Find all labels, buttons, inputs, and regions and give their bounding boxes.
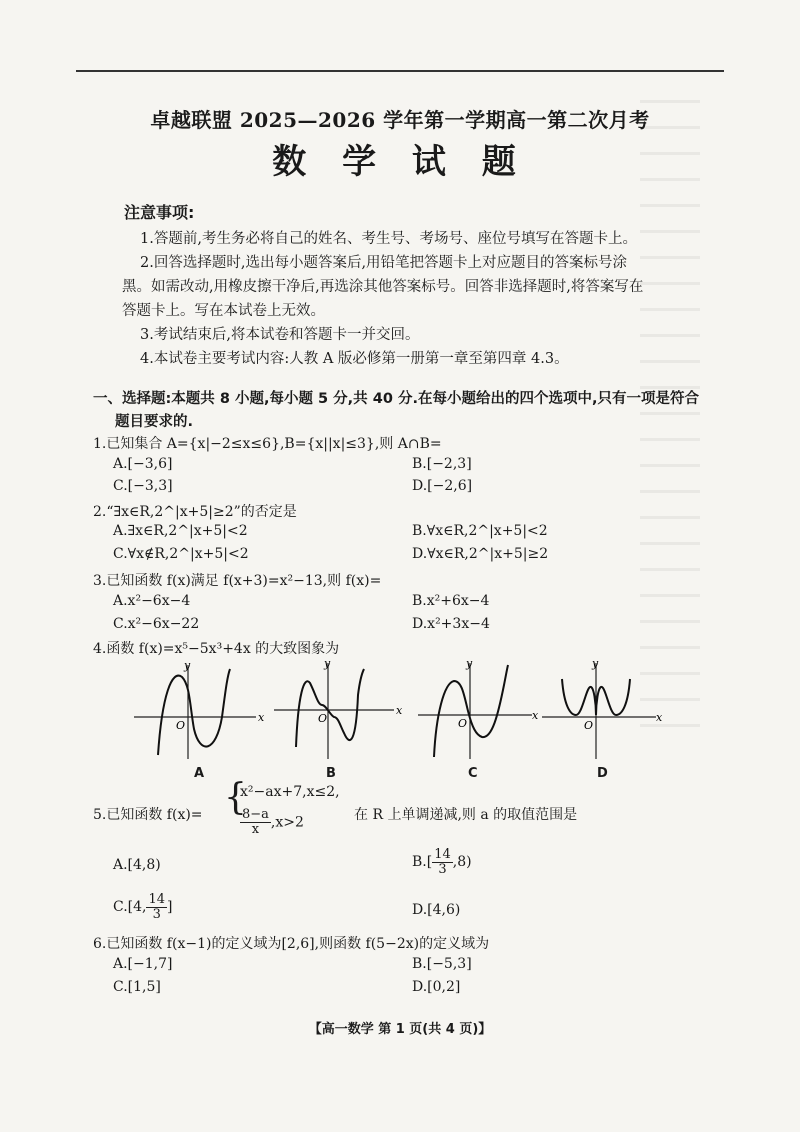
q2-option-b: B.∀x∈R,2^|x+5|<2 [412,523,548,539]
q5-option-b [412,848,472,876]
q4-graph-a-label: A [194,766,205,781]
q5-case2-denominator: x [251,821,260,837]
note-line-1: 1.答题前,考生务必将自己的姓名、考生号、考场号、座位号填写在答题卡上。 [140,231,637,247]
q5-option-c [113,893,173,921]
q4-graph-b-y-label: y [324,657,331,670]
q5-case2-fraction [240,808,271,836]
q5-option-c-numerator: 14 [148,892,166,907]
top-rule [76,70,724,72]
notes-heading: 注意事项: [124,203,195,222]
note-line-2: 2.回答选择题时,选出每小题答案后,用铅笔把答题卡上对应题目的答案标号涂 [140,255,628,271]
note-line-6: 4.本试卷主要考试内容:人教 A 版必修第一册第一章至第四章 4.3。 [140,351,569,367]
bleed-through-shadow [640,100,700,740]
q4-graph-a-y-label: y [184,659,191,672]
q4-graph-d-x-label: x [656,711,663,724]
q4-graph-d-y-label: y [592,657,599,670]
q2-option-d: D.∀x∈R,2^|x+5|≥2 [412,546,549,562]
q4-graph-b-label: B [326,766,336,781]
q5-brace: { [224,777,247,818]
q5-option-b-prefix: B.[ [412,854,433,871]
note-line-3: 黑。如需改动,用橡皮擦干净后,再选涂其他答案标号。回答非选择题时,将答案写在 [122,279,644,295]
q2-stem: 2.“∃x∈R,2^|x+5|≥2”的否定是 [93,504,297,520]
q5-option-b-denominator: 3 [438,861,447,877]
q4-graph-d-origin: O [584,719,594,732]
q4-graph-c-y-label: y [466,657,473,670]
q4-graph-c-x-label: x [532,709,539,722]
q5-prefix: 5.已知函数 f(x)= [93,807,203,823]
q5-option-c-denominator: 3 [152,906,161,922]
q5-option-c-prefix: C.[4, [113,899,147,916]
q6-option-b: B.[−5,3] [412,956,472,972]
q3-option-a: A.x²−6x−4 [113,593,191,609]
q4-stem: 4.函数 f(x)=x⁵−5x³+4x 的大致图象为 [93,641,340,657]
q6-option-d: D.[0,2] [412,979,461,995]
q1-option-b: B.[−2,3] [412,456,472,472]
q6-stem: 6.已知函数 f(x−1)的定义域为[2,6],则函数 f(5−2x)的定义域为 [93,936,490,952]
note-line-4: 答题卡上。写在本试卷上无效。 [122,303,325,319]
q4-graph-c-origin: O [458,717,468,730]
q4-graph-c [410,655,542,767]
q4-graph-b-x-label: x [396,704,403,717]
q5-case1: x²−ax+7,x≤2, [240,784,340,800]
q1-option-a: A.[−3,6] [113,456,173,472]
q5-option-c-suffix: ] [167,899,173,916]
q5-case2-condition: ,x>2 [270,814,304,831]
q5-option-d: D.[4,6) [412,902,461,918]
q4-graph-b [268,655,410,767]
q5-option-a: A.[4,8) [113,857,161,873]
q4-graph-c-label: C [468,766,478,781]
q1-option-c: C.[−3,3] [113,478,173,494]
q4-graph-a-x-label: x [258,711,265,724]
q4-graph-a [130,655,272,767]
section-heading: 一、选择题:本题共 8 小题,每小题 5 分,共 40 分.在每小题给出的四个选项中,只有一项是符合 [93,391,699,407]
q3-option-c: C.x²−6x−22 [113,616,200,632]
q4-graph-d [538,655,670,767]
q6-option-c: C.[1,5] [113,979,161,995]
q5-option-b-numerator: 14 [434,847,451,862]
exam-header-title: 卓越联盟 2025—2026 学年第一学期高一第二次月考 [150,108,650,132]
q5-case2-numerator: 8−a [242,807,269,822]
q1-option-d: D.[−2,6] [412,478,473,494]
q5-suffix: 在 R 上单调递减,则 a 的取值范围是 [354,807,578,823]
q3-option-d: D.x²+3x−4 [412,616,490,632]
q1-stem: 1.已知集合 A={x|−2≤x≤6},B={x||x|≤3},则 A∩B= [93,436,442,452]
q3-stem: 3.已知函数 f(x)满足 f(x+3)=x²−13,则 f(x)= [93,573,382,589]
q2-option-a: A.∃x∈R,2^|x+5|<2 [113,523,248,539]
page-footer: 【高一数学 第 1 页(共 4 页)】 [308,1022,492,1037]
section-heading-cont: 题目要求的. [115,414,194,430]
q6-option-a: A.[−1,7] [113,956,173,972]
q4-graph-a-origin: O [176,719,186,732]
note-line-5: 3.考试结束后,将本试卷和答题卡一并交回。 [140,327,420,343]
q5-option-b-suffix: ,8) [452,854,472,871]
q3-option-b: B.x²+6x−4 [412,593,490,609]
q4-graph-b-origin: O [318,712,328,725]
q5-case2 [240,808,304,836]
exam-subject-title: 数 学 试 题 [272,142,528,182]
q4-graph-d-label: D [597,766,608,781]
q2-option-c: C.∀x∉R,2^|x+5|<2 [113,546,249,562]
